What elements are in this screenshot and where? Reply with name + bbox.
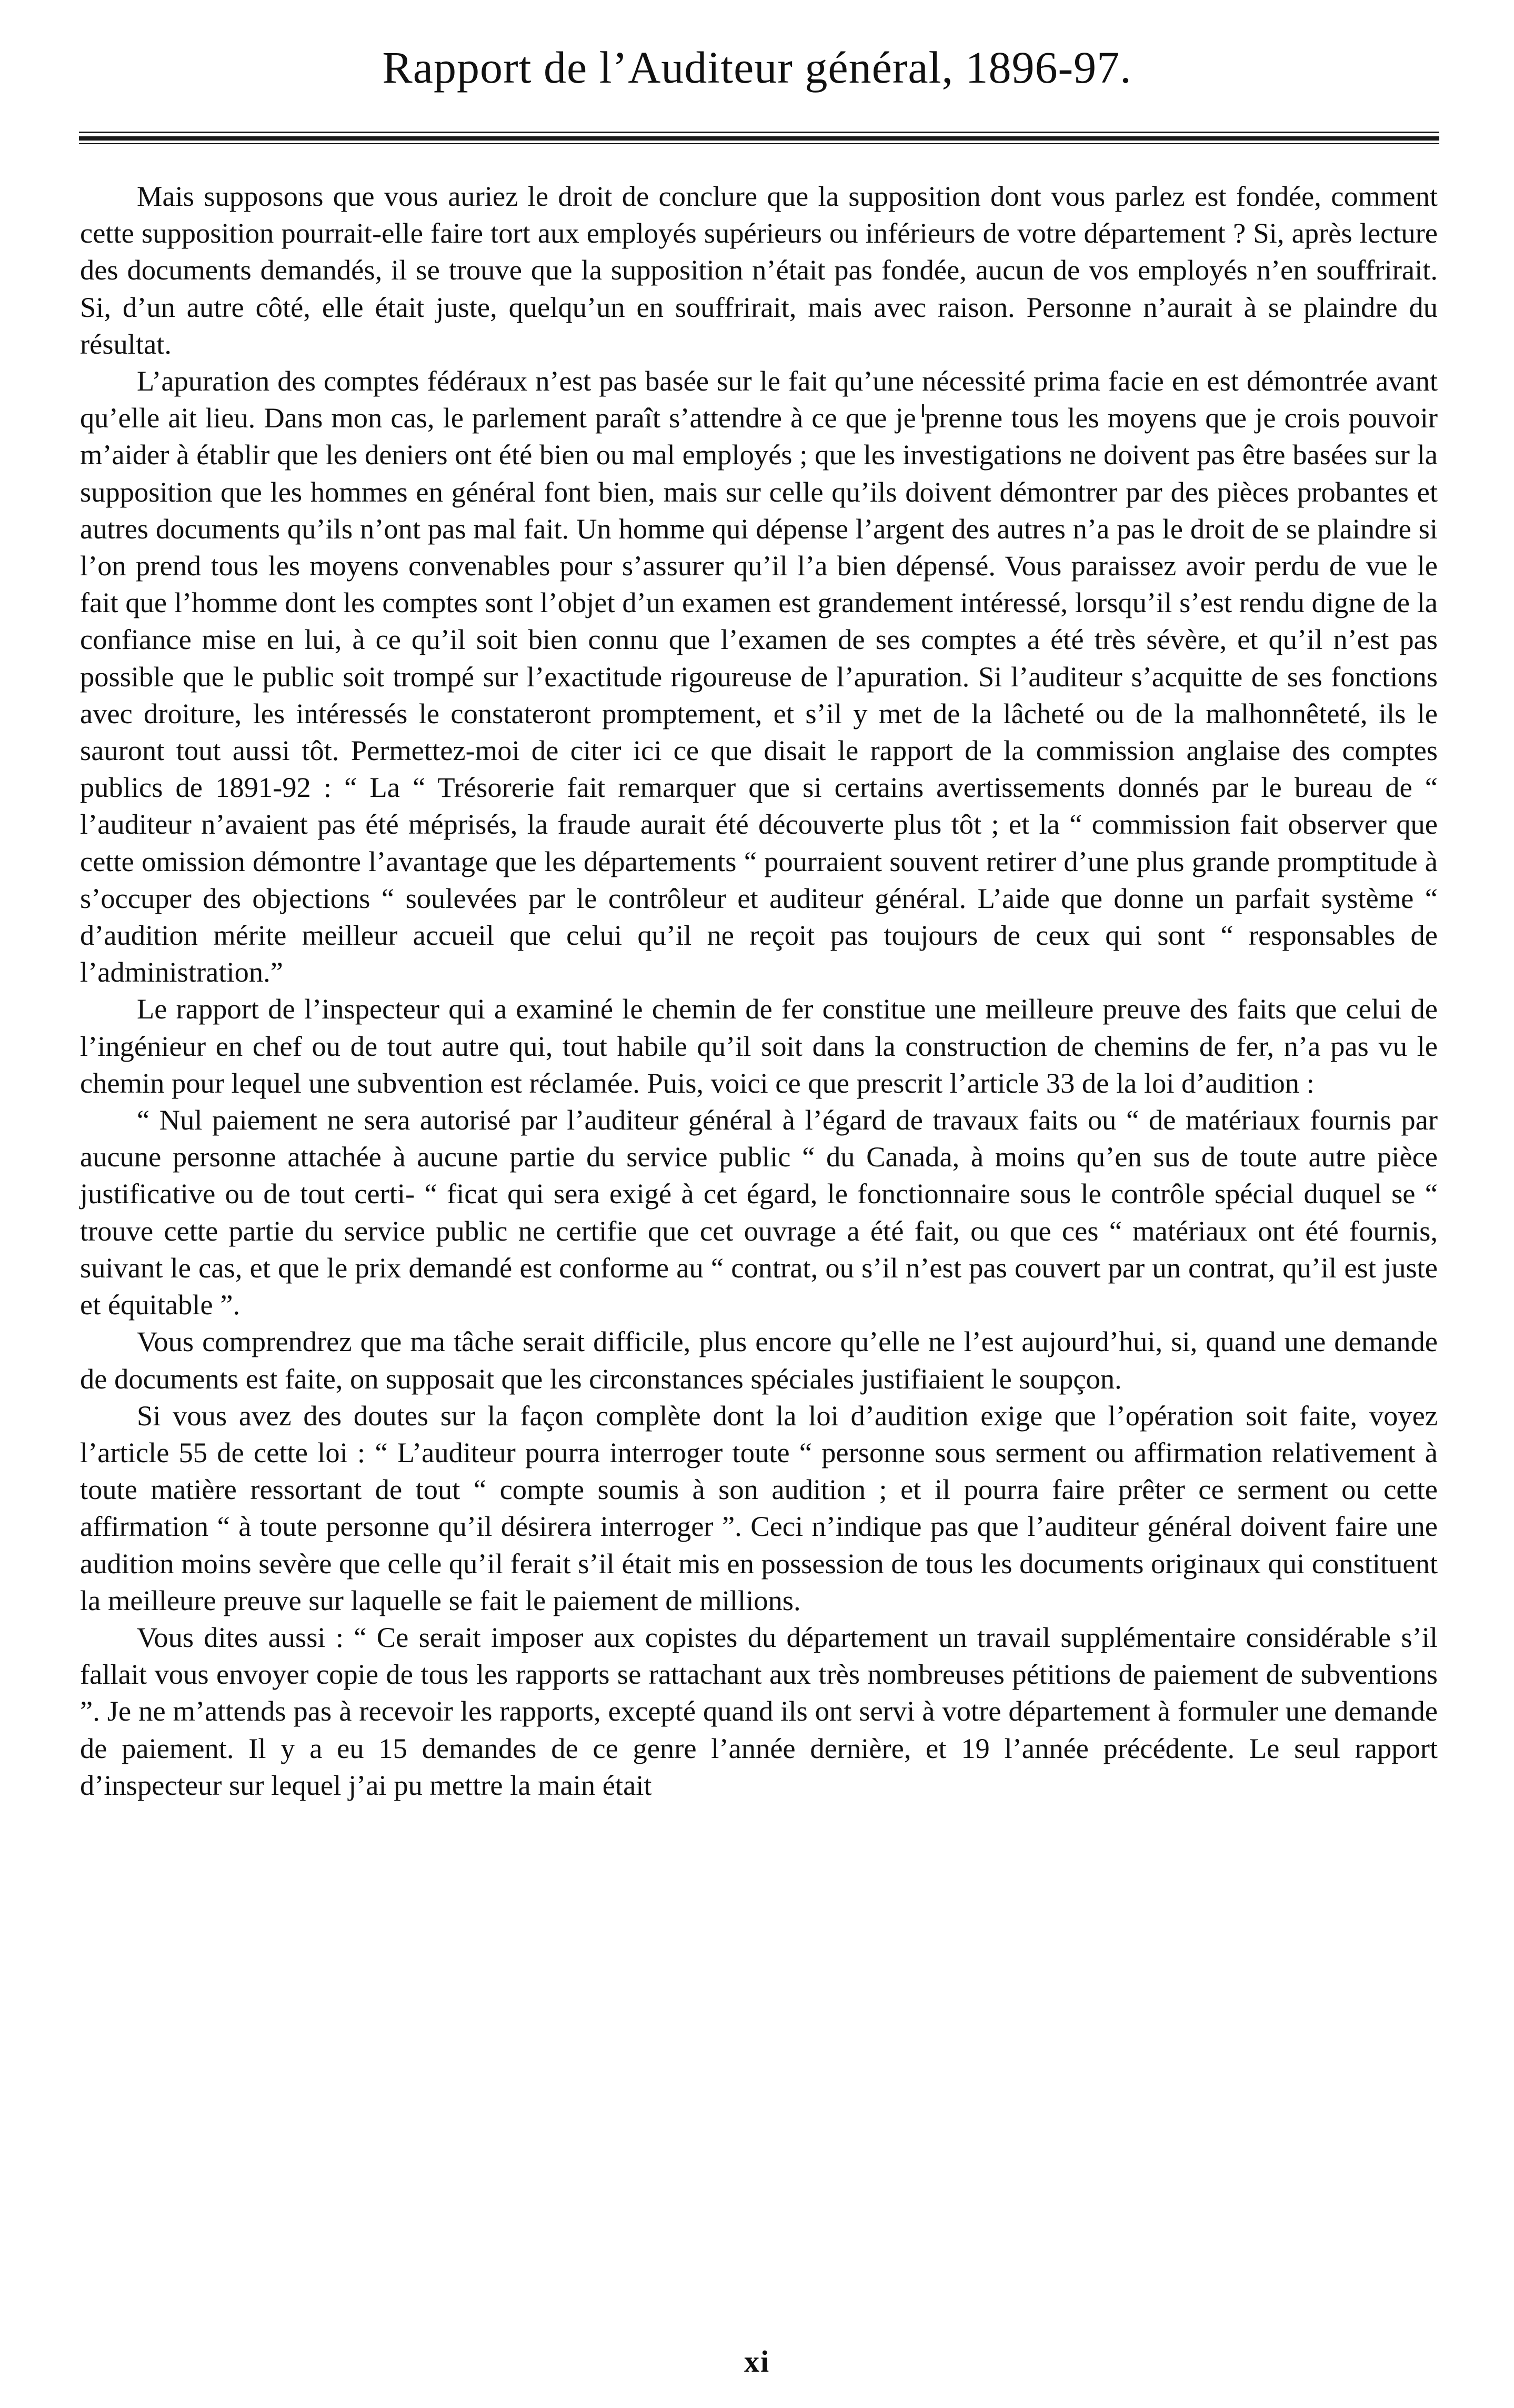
rule-line-bottom xyxy=(79,143,1439,144)
paragraph: Si vous avez des doutes sur la façon complète dont la loi d’audition exige que l’opération soit faite, voyez l’article 55 de cette loi : “ L’auditeur pourra interroger toute “ personne sous serment ou affirmation relativement à toute matière ressortant de tout “ compte soumis à son audition ; et il pourra faire prêter ce serment ou cette affirmation “ à toute personne qu’il désirera interroger ”. Ceci n’indique pas que l’auditeur général doivent faire une audition moins sevère que celle qu’il ferait s’il était mis en possession de tous les documents originaux qui constituent la meilleure preuve sur laquelle se fait le paiement de millions. xyxy=(80,1399,1438,1616)
quoted-article-33: “ Nul paiement ne sera autorisé par l’auditeur général à l’égard de travaux faits ou “ de matériaux fournis par aucune personne attachée à aucune partie du service public “ du Canada, à moins qu’en sus de toute autre pièce justificative ou de tout certi- “ ficat qui sera exigé à cet égard, le fonctionnaire sous le contrôle spécial duquel se “ trouve cette partie du service public ne certifie que cet ouvrage a été fait, ou que ces “ matériaux ont été fournis, suivant le cas, et que le prix demandé est conforme au “ contrat, ou s’il n’est pas couvert par un contrat, qu’il est juste et équitable ”. xyxy=(80,1104,1438,1321)
rule-line-top xyxy=(79,132,1439,133)
paragraph: Vous dites aussi : “ Ce serait imposer aux copistes du département un travail supplémentaire considérable s’il fallait vous envoyer copie de tous les rapports se rattachant aux très nombreuses pétitions de paiement de subventions ”. Je ne m’attends pas à recevoir les rapports, excepté quand ils ont servi à votre département à formuler une demande de paiement. Il y a eu 15 demandes de ce genre l’année dernière, et 19 l’année précédente. Le seul rapport d’inspecteur sur lequel j’ai pu mettre la main était xyxy=(80,1621,1438,1801)
header-rule xyxy=(79,132,1439,144)
rule-line-thick xyxy=(79,136,1439,141)
page-number: xi xyxy=(744,2344,770,2379)
paragraph: L’apuration des comptes fédéraux n’est pas basée sur le fait qu’une nécessité prima facie en est démontrée avant qu’elle ait lieu. Dans mon cas, le parlement paraît s’attendre à ce que je prenne tous les moyens que je crois pouvoir m’aider à établir que les deniers ont été bien ou mal employés ; que les investigations ne doivent pas être basées sur la supposition que les hommes en général font bien, mais sur celle qu’ils doivent démontrer par des pièces probantes et autres documents qu’ils n’ont pas mal fait. Un homme qui dépense l’argent des autres n’a pas le droit de se plaindre si l’on prend tous les moyens convenables pour s’assurer qu’il l’a bien dépensé. Vous paraissez avoir perdu de vue le fait que l’homme dont les comptes sont l’objet d’un examen est grandement intéressé, lorsqu’il s’est rendu digne de la confiance mise en lui, à ce qu’il soit bien connu que l’examen de ses comptes a été très sévère, et qu’il n’est pas possible que le public soit trompé sur l’exactitude rigoureuse de l’apuration. Si l’auditeur s’acquitte de ses fonctions avec droiture, les intéressés le constateront promptement, et s’il y met de la lâcheté ou de la malhonnêteté, ils le sauront tout aussi tôt. Permettez-moi de citer ici ce que disait le rapport de la commission anglaise des comptes publics de 1891-92 : “ La “ Trésorerie fait remarquer que si certains avertissements donnés par le bureau de “ l’auditeur n’avaient pas été méprisés, la fraude aurait été découverte plus tôt ; et la “ commission fait observer que cette omission démontre l’avantage que les départements “ pourraient souvent retirer d’une plus grande promptitude à s’occuper des objections “ soulevées par le contrôleur et auditeur général. L’aide que donne un parfait système “ d’audition mérite meilleur accueil que celui qu’il ne reçoit pas toujours de ceux qui sont “ responsables de l’administration.” xyxy=(80,365,1438,988)
paragraph: Vous comprendrez que ma tâche serait difficile, plus encore qu’elle ne l’est aujourd’hui, si, quand une demande de documents est faite, on supposait que les circonstances spéciales justifiaient le soupçon. xyxy=(80,1325,1438,1395)
running-header-title: Rapport de l’Auditeur général, 1896-97. xyxy=(382,42,1132,93)
body-text xyxy=(80,178,1438,1804)
paragraph: Le rapport de l’inspecteur qui a examiné le chemin de fer constitue une meilleure preuve des faits que celui de l’ingénieur en chef ou de tout autre qui, tout habile qu’il soit dans la construction de chemins de fer, n’a pas vu le chemin pour lequel une subvention est réclamée. Puis, voici ce que prescrit l’article 33 de la loi d’audition : xyxy=(80,993,1438,1099)
paragraph: Mais supposons que vous auriez le droit de conclure que la supposition dont vous parlez est fondée, comment cette supposition pourrait-elle faire tort aux employés supérieurs ou inférieurs de votre département ? Si, après lecture des documents demandés, il se trouve que la supposition n’était pas fondée, aucun de vos employés n’en souffrirait. Si, d’un autre côté, elle était juste, quelqu’un en souffrirait, mais avec raison. Personne n’aurait à se plaindre du résultat. xyxy=(80,180,1438,360)
